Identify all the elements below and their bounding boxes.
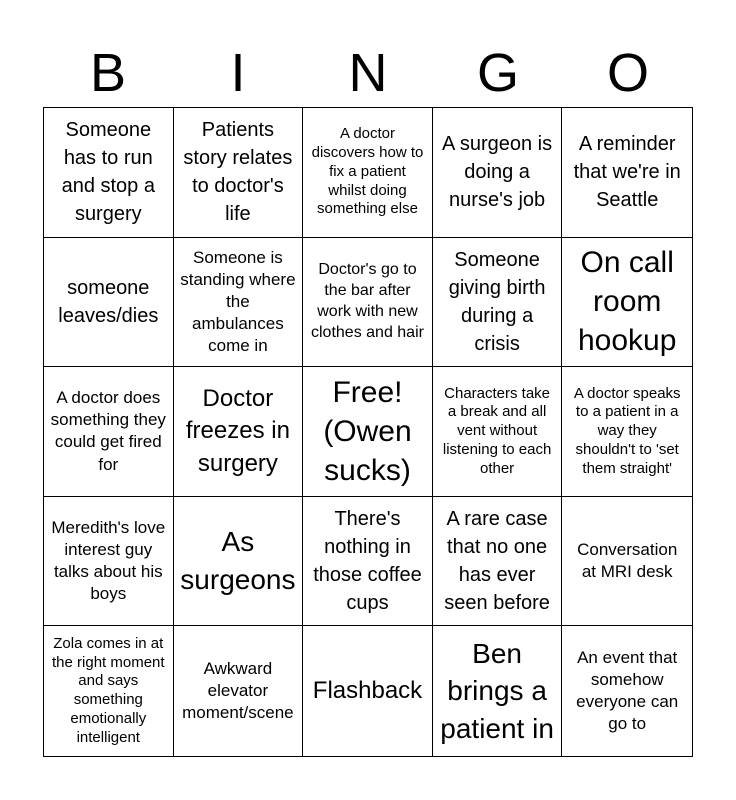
bingo-cell-o3[interactable]: A doctor speaks to a patient in a way they shouldn't to 'set them straight' bbox=[562, 367, 692, 497]
header-letter-g: G bbox=[476, 43, 519, 103]
bingo-cell-o2[interactable]: On call room hookup bbox=[562, 238, 692, 368]
bingo-cell-i5[interactable]: Awkward elevator moment/scene bbox=[174, 626, 304, 756]
bingo-cell-i4[interactable]: As surgeons bbox=[174, 497, 304, 627]
bingo-cell-o4[interactable]: Conversation at MRI desk bbox=[562, 497, 692, 627]
bingo-card bbox=[43, 107, 693, 757]
bingo-header bbox=[43, 40, 693, 106]
bingo-cell-n4[interactable]: There's nothing in those coffee cups bbox=[303, 497, 433, 627]
bingo-cell-g1[interactable]: A surgeon is doing a nurse's job bbox=[433, 108, 563, 238]
bingo-cell-n5[interactable]: Flashback bbox=[303, 626, 433, 756]
bingo-cell-b3[interactable]: A doctor does something they could get fired for bbox=[44, 367, 174, 497]
bingo-cell-g5[interactable]: Ben brings a patient in bbox=[433, 626, 563, 756]
bingo-cell-b1[interactable]: Someone has to run and stop a surgery bbox=[44, 108, 174, 238]
bingo-cell-o5[interactable]: An event that somehow everyone can go to bbox=[576, 648, 679, 734]
header-letter-o: O bbox=[606, 43, 649, 103]
bingo-cell-free[interactable]: Free! (Owen sucks) bbox=[303, 367, 433, 497]
header-letter-i: I bbox=[230, 43, 246, 103]
bingo-cell-n2[interactable]: Doctor's go to the bar after work with new clothes and hair bbox=[303, 238, 433, 368]
bingo-cell-g3[interactable]: Characters take a break and all vent without listening to each other bbox=[433, 367, 563, 497]
bingo-cell-b5[interactable]: Zola comes in at the right moment and says something emotionally intelligent bbox=[44, 626, 174, 756]
bingo-cell-i1[interactable]: Patients story relates to doctor's life bbox=[174, 108, 304, 238]
bingo-cell-b2[interactable]: someone leaves/dies bbox=[44, 238, 174, 368]
bingo-cell-g4[interactable]: A rare case that no one has ever seen before bbox=[433, 497, 563, 627]
header-letter-b: B bbox=[89, 43, 127, 103]
bingo-cell-o1[interactable]: A reminder that we're in Seattle bbox=[562, 108, 692, 238]
bingo-cell-g2[interactable]: Someone giving birth during a crisis bbox=[433, 238, 563, 368]
bingo-cell-b4[interactable]: Meredith's love interest guy talks about his boys bbox=[44, 497, 174, 627]
bingo-cell-n1[interactable]: A doctor discovers how to fix a patient whilst doing something else bbox=[303, 108, 433, 238]
bingo-cell-i2[interactable]: Someone is standing where the ambulances come in bbox=[174, 238, 304, 368]
header-letter-n: N bbox=[348, 43, 388, 103]
bingo-cell-i3[interactable]: Doctor freezes in surgery bbox=[174, 367, 304, 497]
